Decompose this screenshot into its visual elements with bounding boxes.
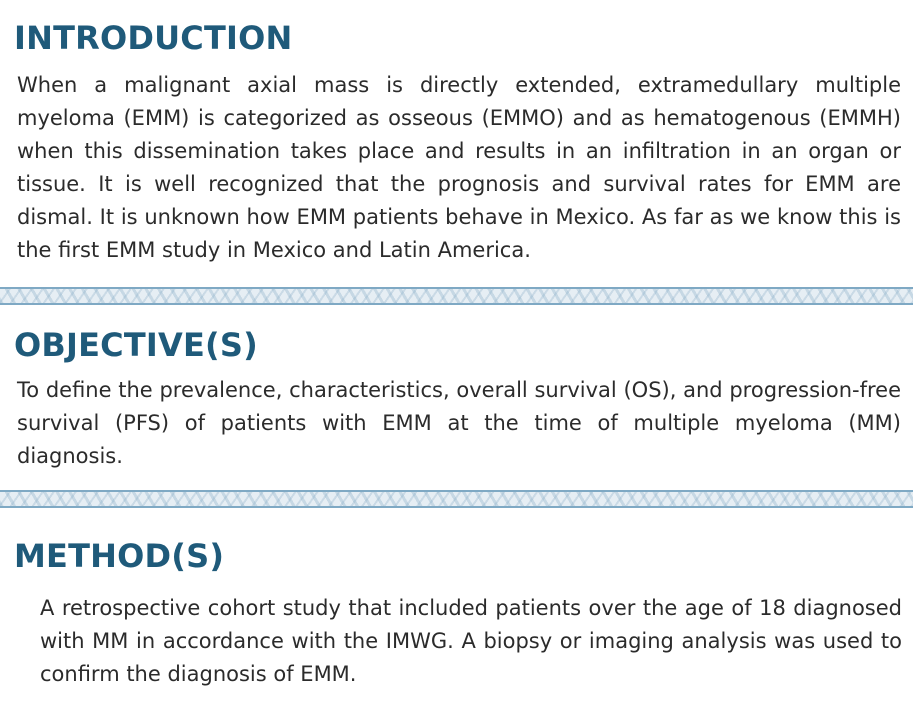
- introduction-heading: INTRODUCTION: [14, 19, 293, 57]
- methods-heading: METHOD(S): [14, 537, 225, 575]
- objectives-section: [0, 305, 913, 485]
- section-divider-2: [0, 490, 913, 508]
- section-divider-1: [0, 287, 913, 305]
- introduction-text: When a malignant axial mass is directly extended, extramedullary multiple myeloma (EMM) is categorized as osseous (EMMO) and as hematogenous (EMMH) when this dissemination takes place and results in an infiltration in an organ or tissue. It is well recognized that the prognosis and survival rates for EMM are dismal. It is unknown how EMM patients behave in Mexico. As far as we know this is the first EMM study in Mexico and Latin America.: [17, 73, 901, 262]
- methods-text: A retrospective cohort study that included patients over the age of 18 diagnosed with MM in accordance with the IMWG. A biopsy or imaging analysis was used to confirm the diagnosis of EMM.: [40, 596, 902, 686]
- objectives-heading: OBJECTIVE(S): [14, 326, 258, 364]
- objectives-text: To define the prevalence, characteristics, overall survival (OS), and progression-free survival (PFS) of patients with EMM at the time of multiple myeloma (MM) diagnosis.: [17, 378, 901, 468]
- methods-section: [0, 508, 913, 703]
- introduction-section: [0, 0, 913, 290]
